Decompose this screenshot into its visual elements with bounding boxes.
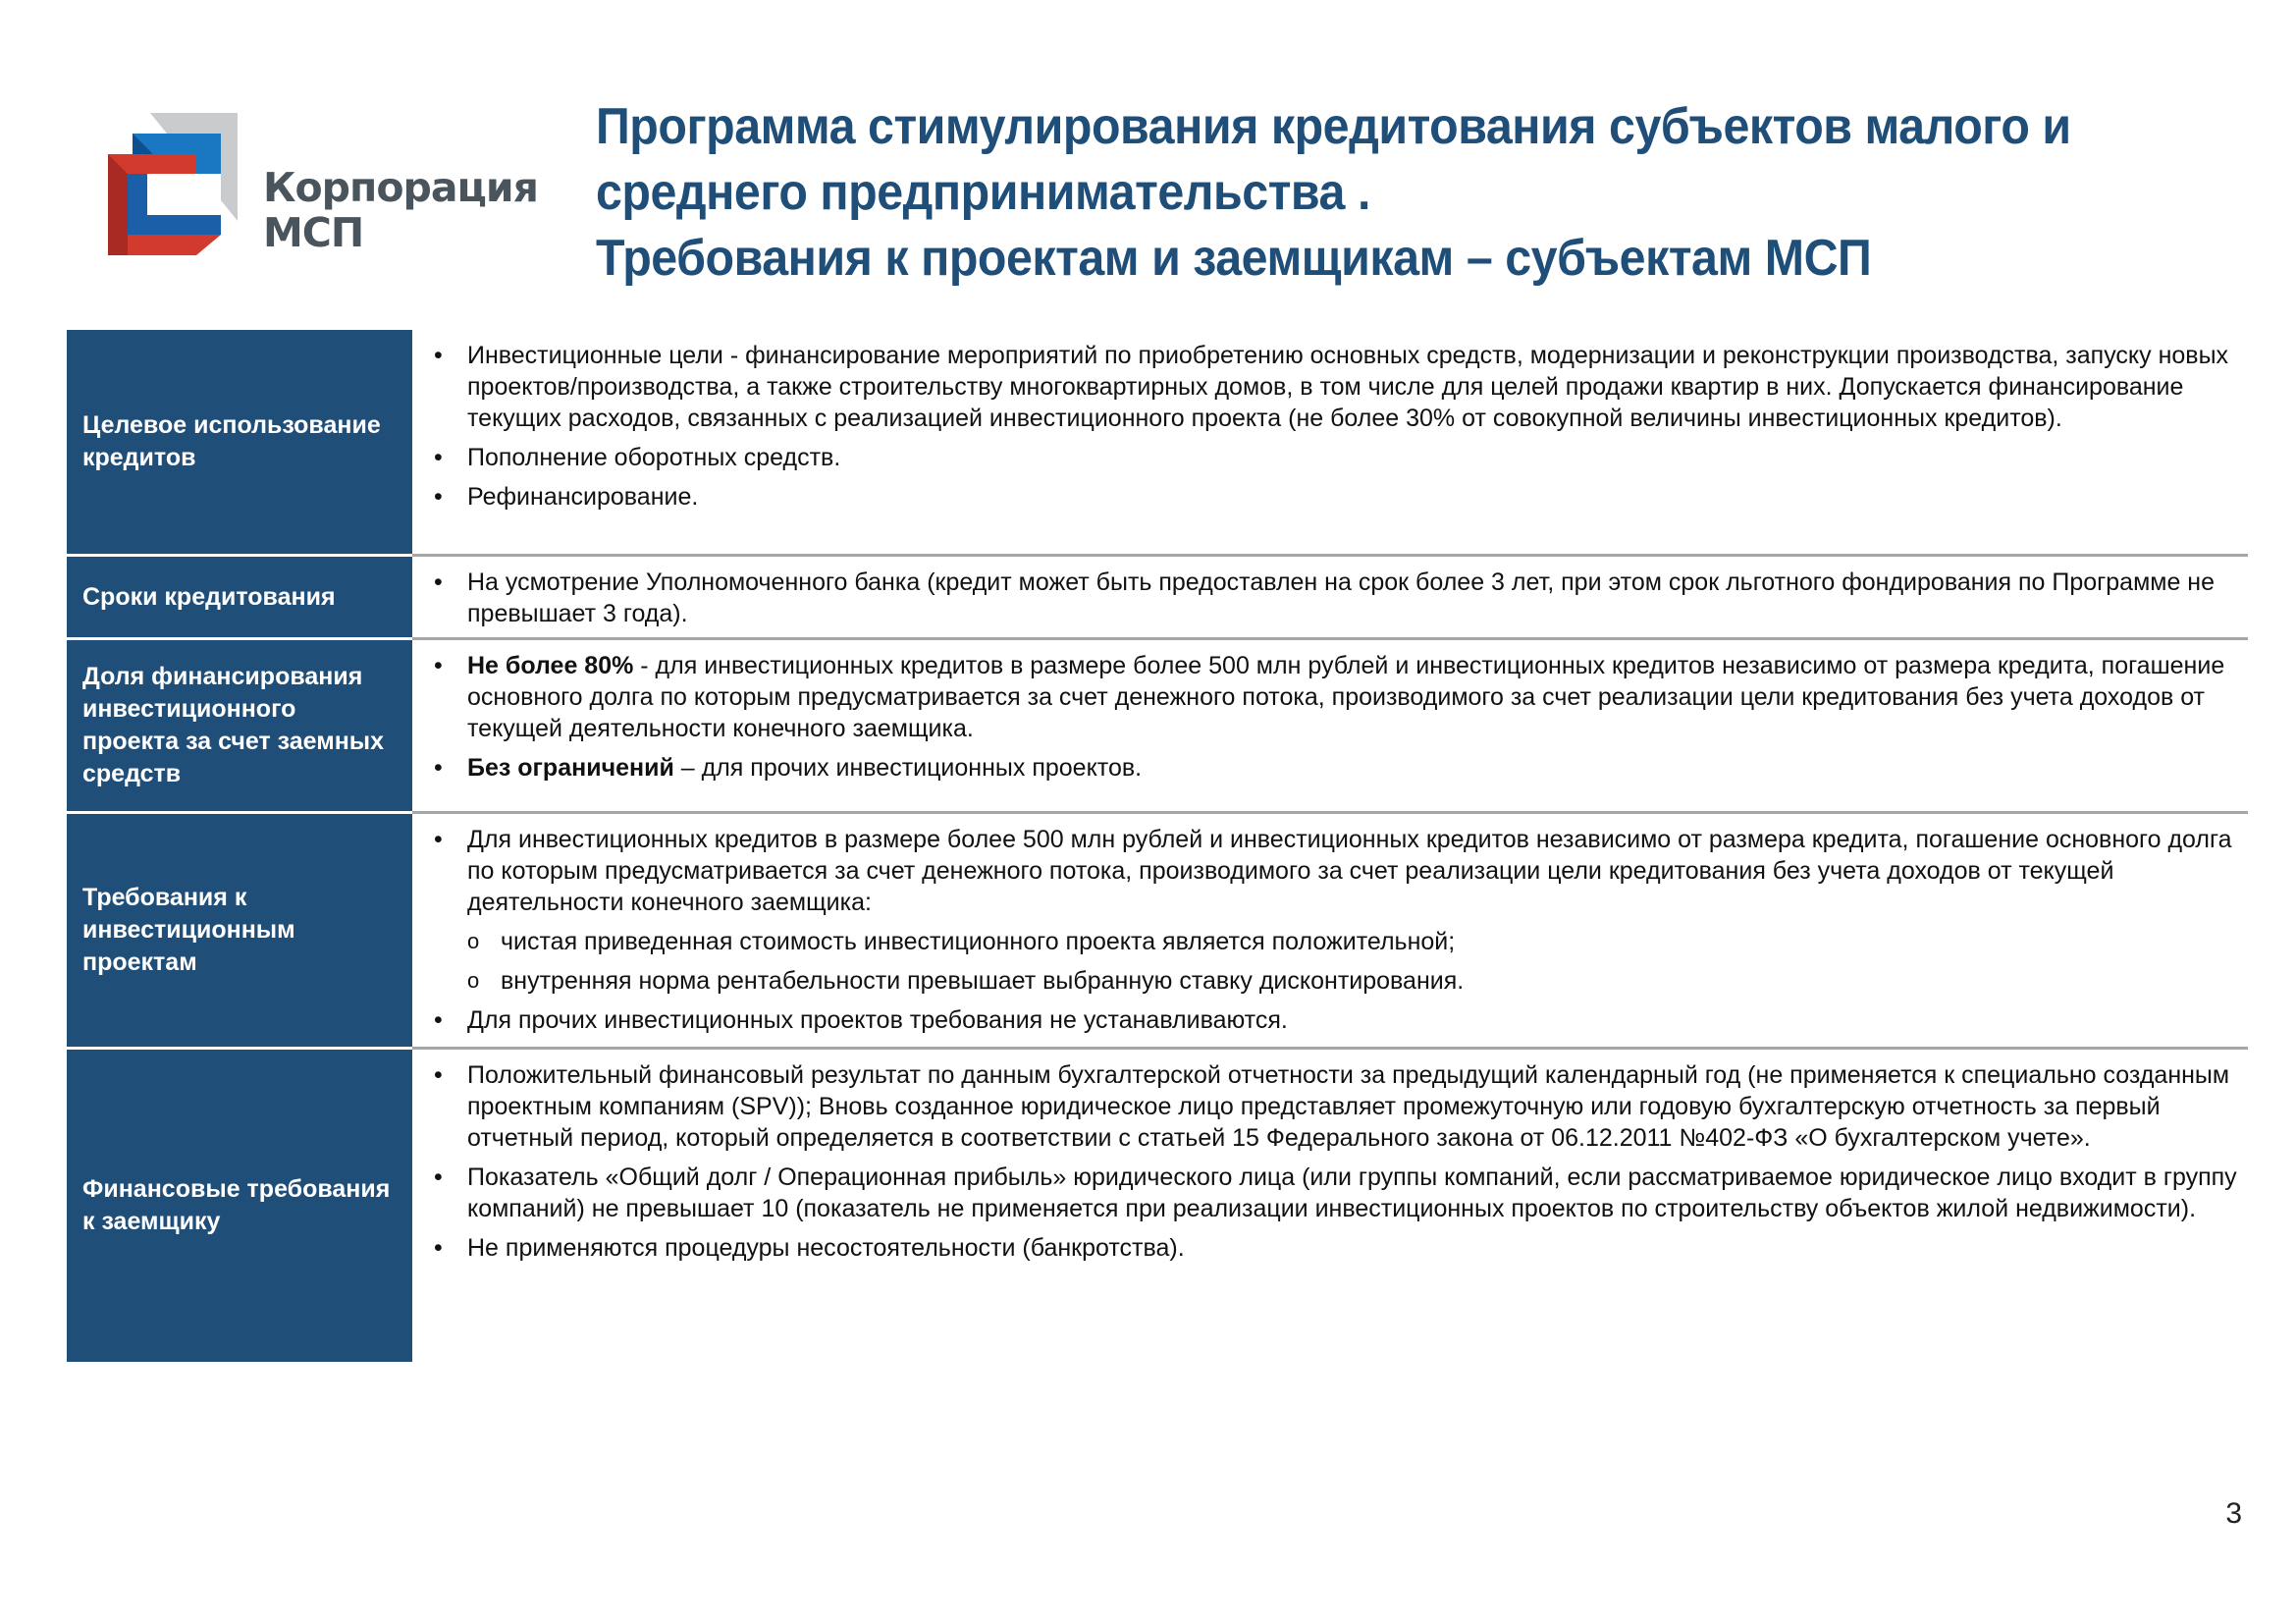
bullet-icon: • — [434, 826, 443, 853]
row-content — [412, 1050, 2248, 1362]
bullet-icon: • — [434, 444, 443, 471]
logo-text — [263, 165, 538, 255]
bullet-icon: • — [434, 1234, 443, 1262]
row-label: Сроки кредитования — [67, 554, 412, 637]
table-row — [67, 811, 2248, 1047]
list-item — [434, 340, 2248, 434]
title-line-3: Требования к проектам и заемщикам – субъектам МСП — [596, 230, 1872, 287]
list-item — [434, 1162, 2248, 1224]
row-content — [412, 557, 2248, 637]
bullet-icon: • — [434, 1163, 443, 1191]
page-number: 3 — [2225, 1497, 2242, 1530]
list-item — [434, 442, 2248, 473]
table-row — [67, 637, 2248, 811]
logo-mark-icon — [108, 113, 265, 270]
item-text: – для прочих инвестиционных проектов. — [673, 754, 1143, 782]
page-title — [596, 94, 2148, 292]
item-text: чистая приведенная стоимость инвестиционного проекта является положительной; — [501, 928, 1456, 955]
item-text: Показатель «Общий долг / Операционная прибыль» юридического лица (или группы компаний, если рассматриваемое юридическое лицо входит в группу компаний) не превышает 10 (показатель не применяется при реализации инвестиционных проектов по строительству объектов жилой недвижимости). — [467, 1163, 2237, 1222]
item-text: внутренняя норма рентабельности превышает выбранную ставку дисконтирования. — [501, 967, 1465, 995]
bullet-icon: • — [434, 652, 443, 679]
sub-list-item — [434, 965, 2248, 997]
table-row — [67, 1047, 2248, 1362]
item-text: Положительный финансовый результат по данным бухгалтерской отчетности за предыдущий календарный год (не применяется к специально созданным проектным компаниям (SPV)); Вновь созданное юридическое лицо представляет промежуточную или годовую бухгалтерскую отчетность за первый отчетный период, который определяется в соответствии с статьей 15 Федерального закона от 06.12.2011 №402-ФЗ «О бухгалтерском учете». — [467, 1061, 2230, 1152]
circle-bullet-icon: o — [467, 929, 480, 953]
bullet-icon: • — [434, 342, 443, 369]
row-label: Финансовые требования к заемщику — [67, 1047, 412, 1362]
row-label: Требования к инвестиционным проектам — [67, 811, 412, 1047]
row-content — [412, 330, 2248, 554]
list-item — [434, 650, 2248, 744]
bullet-icon: • — [434, 1006, 443, 1034]
bullet-icon: • — [434, 483, 443, 511]
item-text: На усмотрение Уполномоченного банка (кредит может быть предоставлен на срок более 3 лет, при этом срок льготного фондирования по Программе не превышает 3 года). — [467, 568, 2216, 627]
row-label: Целевое использование кредитов — [67, 330, 412, 554]
title-line-2: среднего предпринимательства . — [596, 164, 1370, 221]
list-item — [434, 1059, 2248, 1154]
bullet-icon: • — [434, 754, 443, 782]
emphasis-text: Без ограничений — [467, 754, 674, 782]
logo-line-2: МСП — [263, 209, 364, 256]
list-item — [434, 824, 2248, 918]
list-item — [434, 752, 2248, 784]
item-text: - для инвестиционных кредитов в размере более 500 млн рублей и инвестиционных кредитов независимо от размера кредита, погашение основного долга по которым предусматривается за счет денежного потока, производимого за счет реализации цели кредитования без учета доходов от текущей деятельности конечного заемщика. — [467, 652, 2225, 742]
item-text: Не применяются процедуры несостоятельности (банкротства). — [467, 1234, 1185, 1262]
list-item — [434, 567, 2248, 629]
item-text: Инвестиционные цели - финансирование мероприятий по приобретению основных средств, модернизации и реконструкции производства, запуску новых проектов/производства, а также строительству многоквартирных домов, в том числе для целей продажи квартир в них. Допускается финансирование текущих расходов, связанных с реализацией инвестиционного проекта (не более 30% от совокупной величины инвестиционных кредитов). — [467, 342, 2229, 432]
item-text: Пополнение оборотных средств. — [467, 444, 841, 471]
title-line-1: Программа стимулирования кредитования субъектов малого и — [596, 98, 2071, 155]
logo-line-1: Корпорация — [263, 164, 538, 211]
circle-bullet-icon: o — [467, 968, 480, 993]
bullet-icon: • — [434, 568, 443, 596]
row-label: Доля финансирования инвестиционного проекта за счет заемных средств — [67, 637, 412, 811]
item-text: Для инвестиционных кредитов в размере более 500 млн рублей и инвестиционных кредитов независимо от размера кредита, погашение основного долга по которым предусматривается за счет денежного потока, производимого за счет реализации цели кредитования без учета доходов от текущей деятельности конечного заемщика: — [467, 826, 2232, 916]
sub-list-item — [434, 926, 2248, 957]
bullet-icon: • — [434, 1061, 443, 1089]
table-row — [67, 330, 2248, 554]
item-text: Рефинансирование. — [467, 483, 699, 511]
requirements-table — [67, 330, 2248, 1362]
row-content — [412, 640, 2248, 811]
item-text: Для прочих инвестиционных проектов требования не устанавливаются. — [467, 1006, 1288, 1034]
list-item — [434, 481, 2248, 513]
emphasis-text: Не более 80% — [467, 652, 634, 679]
list-item — [434, 1232, 2248, 1264]
list-item — [434, 1004, 2248, 1036]
row-content — [412, 814, 2248, 1047]
table-row — [67, 554, 2248, 637]
